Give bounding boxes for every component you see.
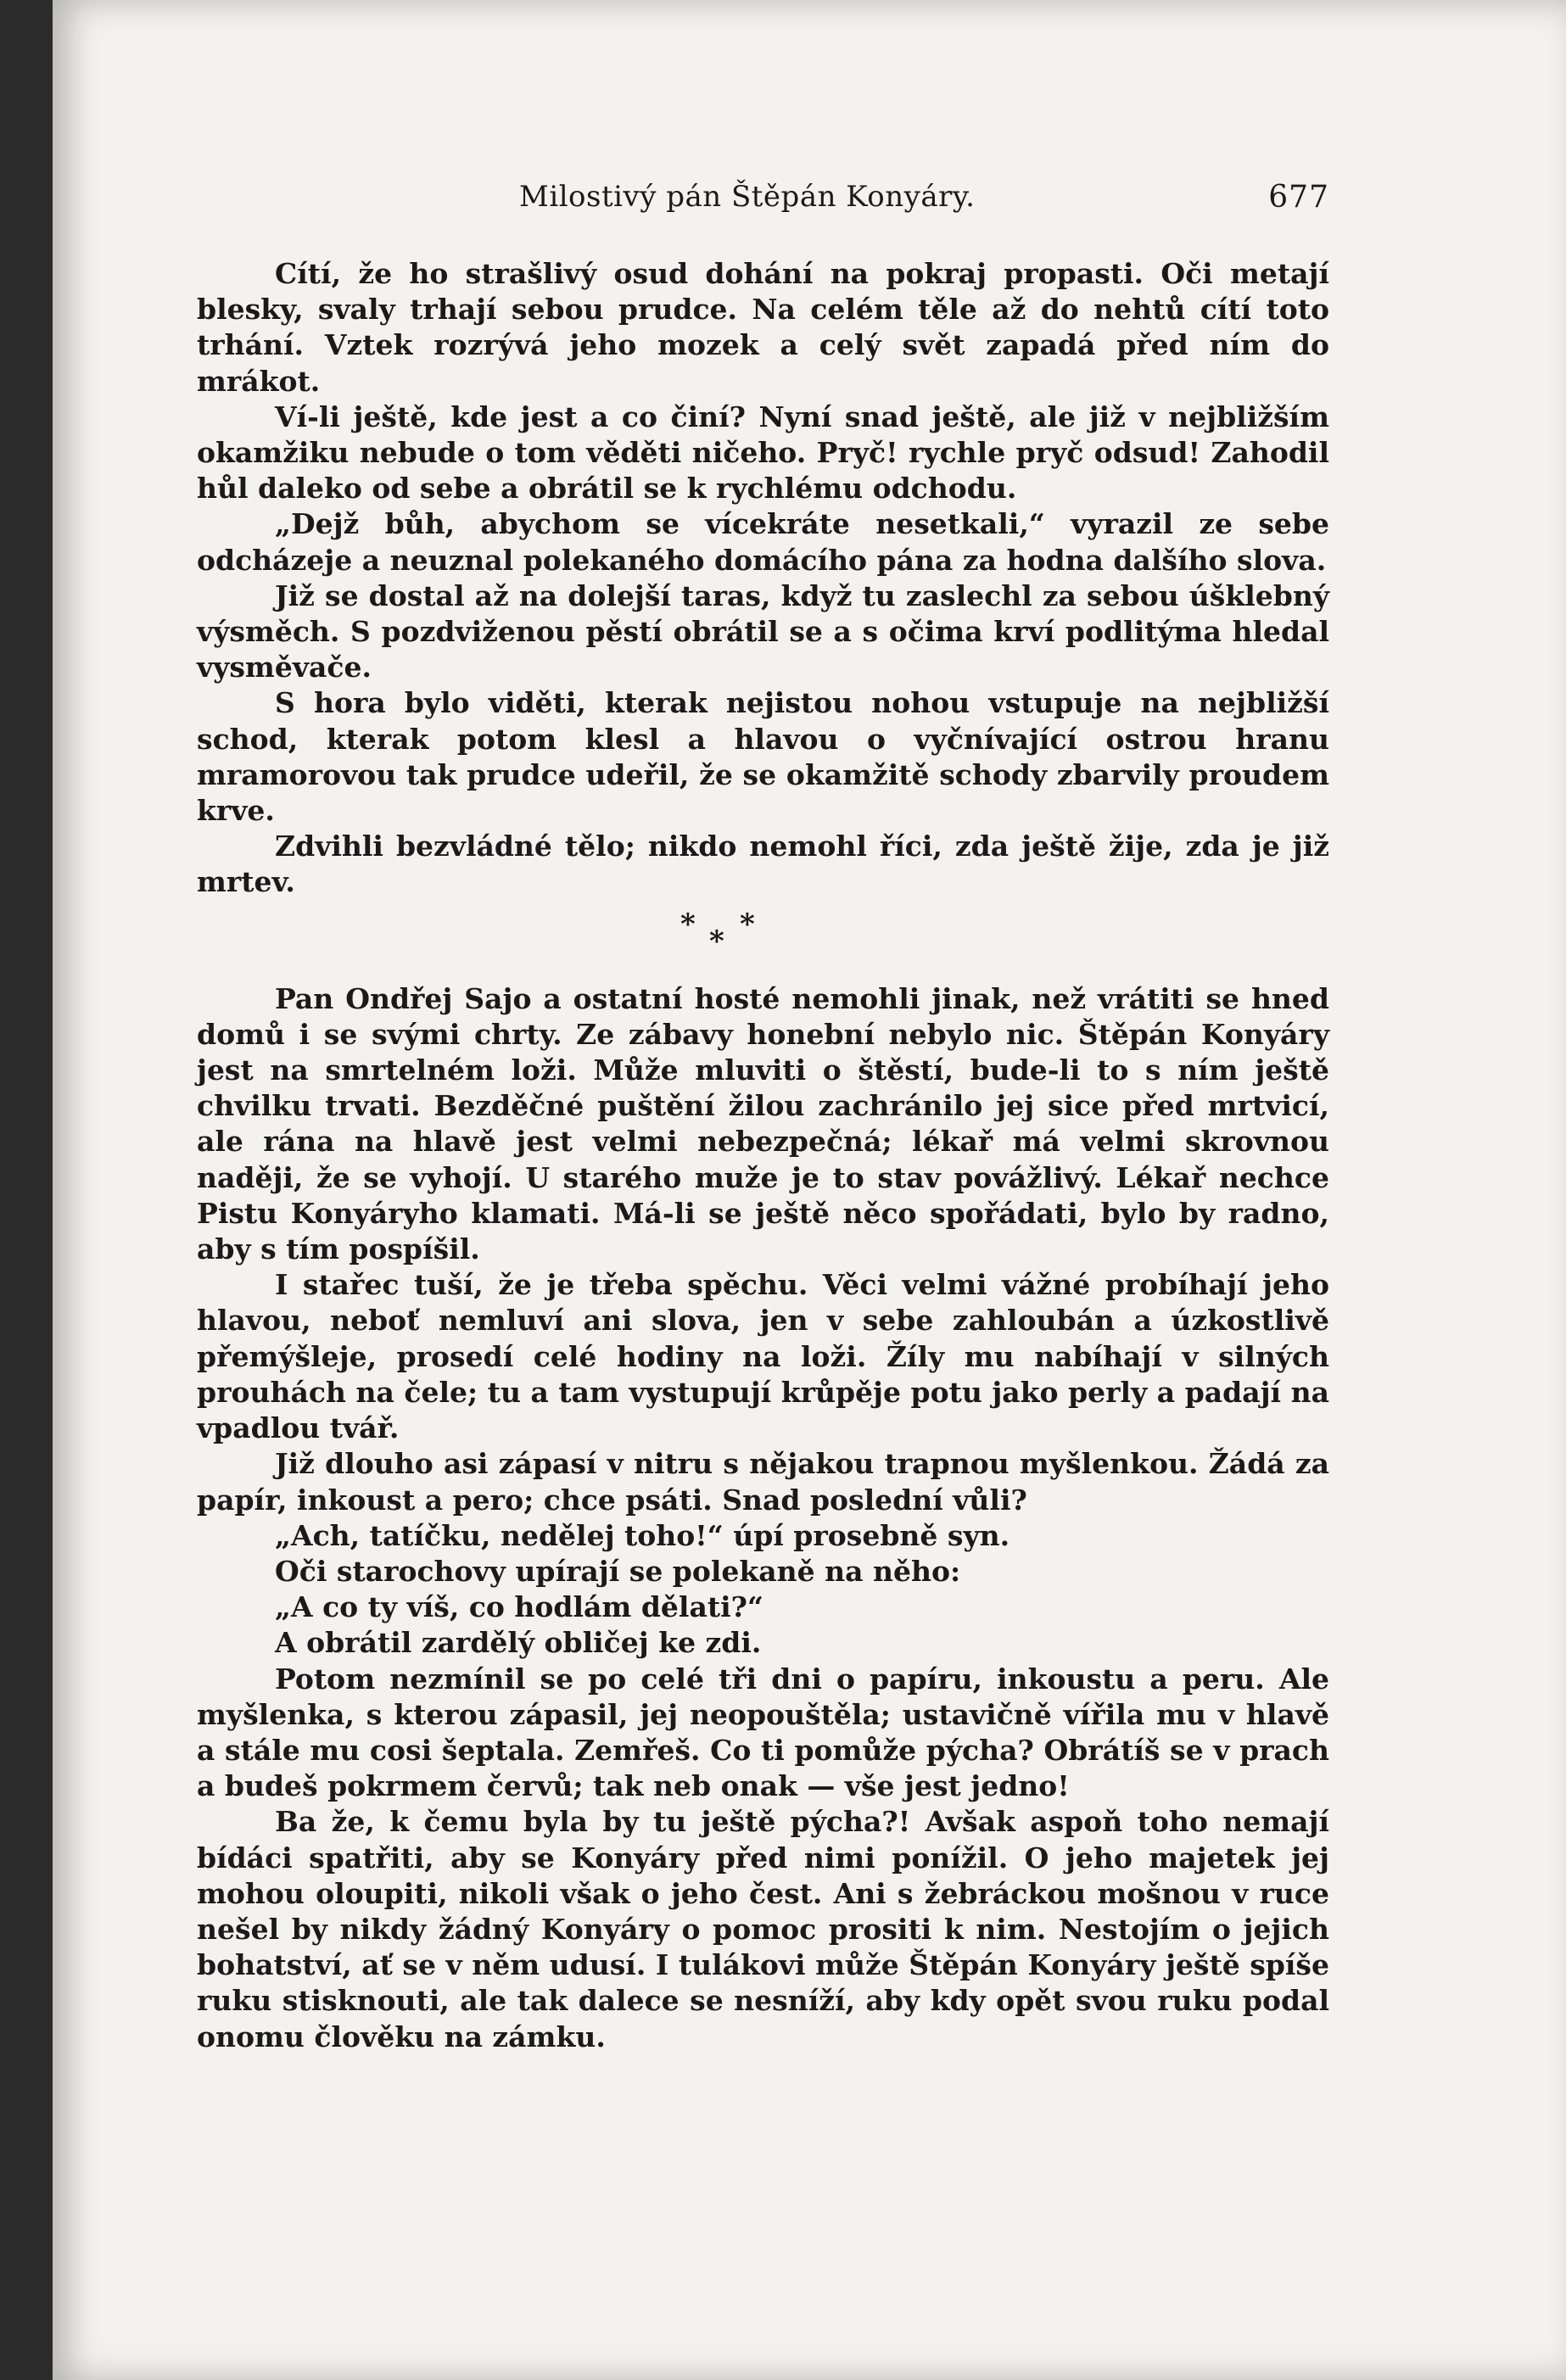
paragraph: Potom nezmínil se po celé tři dni o papíru, inkoustu a peru. Ale myšlenka, s kterou zápasil, jej neopouštěla; ustavičně vířila mu v hlavě a stále mu cosi šeptala. Zemřeš. Co ti pomůže pýcha? Obrátíš se v prach a budeš pokrmem červů; tak neb onak — vše jest jedno! [197,1662,1329,1803]
page-number: 677 [1268,180,1329,215]
divider-star: * [740,907,755,941]
paragraph: Ví-li ještě, kde jest a co činí? Nyní snad ještě, ale již v nejbližším okamžiku nebude o tom věděti ničeho. Pryč! rychle pryč odsud! Zahodil hůl daleko od sebe a obrátil se k rychlému odchodu. [197,399,1329,506]
section-divider [197,901,1329,981]
page-content [197,180,1329,2055]
paragraph: Cítí, že ho strašlivý osud dohání na pokraj propasti. Oči metají blesky, svaly trhají sebou prudce. Na celém těle až do nehtů cítí toto trhání. Vztek rozrývá jeho mozek a celý svět zapadá před ním do mrákot. [197,257,1329,398]
paragraph: „A co ty víš, co hodlám dělati?“ [275,1590,763,1624]
paragraph: Již dlouho asi zápasí v nitru s nějakou trapnou myšlenkou. Žádá za papír, inkoust a pero; chce psáti. Snad poslední vůli? [197,1447,1329,1517]
paragraph: A obrátil zardělý obličej ke zdi. [275,1626,762,1660]
paragraph: Již se dostal až na dolejší taras, když tu zaslechl za sebou úšklebný výsměch. S pozdviženou pěstí obrátil se a s očima krví podlitýma hledal vysměvače. [197,578,1329,684]
paragraph: Ba že, k čemu byla by tu ještě pýcha?! Avšak aspoň toho nemají bídáci spatřiti, aby se Konyáry před nimi ponížil. O jeho majetek jej mohou oloupiti, nikoli však o jeho čest. Ani s žebráckou mošnou v ruce nešel by nikdy žádný Konyáry o pomoc prositi k nim. Nestojím o jejich bohatství, ať se v něm udusí. I tulákovi může Štěpán Konyáry ještě spíše ruku stisknouti, ale tak dalece se nesníží, aby kdy opět svou ruku podal onomu člověku na zámku. [197,1805,1329,2053]
paragraph: S hora bylo viděti, kterak nejistou nohou vstupuje na nejbližší schod, kterak potom klesl a hlavou o vyčnívající ostrou hranu mramorovou tak prudce udeřil, že se okamžitě schody zbarvily proudem krve. [197,686,1329,828]
paragraph: Pan Ondřej Sajo a ostatní hosté nemohli jinak, než vrátiti se hned domů i se svými chrty. Ze zábavy honební nebylo nic. Štěpán Konyáry jest na smrtelném loži. Může mluviti o štěstí, bude-li to s ním ještě chvilku trvati. Bezděčné puštění žilou zachránilo jej sice před mrtvicí, ale rána na hlavě jest velmi nebezpečná; lékař má velmi skrovnou naději, že se vyhojí. U starého muže je to stav povážlivý. Lékař nechce Pistu Konyáryho klamati. Má-li se ještě něco spořádati, bylo by radno, aby s tím pospíšil. [197,981,1329,1266]
book-page [53,0,1566,2380]
paragraph: „Dejž bůh, abychom se vícekráte nesetkali,“ vyrazil ze sebe odcházeje a neuznal polekaného domácího pána za hodna dalšího slova. [197,507,1329,577]
paragraph: Oči starochovy upírají se polekaně na něho: [275,1554,961,1588]
running-title: Milostivý pán Štěpán Konyáry. [519,180,976,214]
paragraph: Zdvihli bezvládné tělo; nikdo nemohl říci, zda ještě žije, zda je již mrtev. [197,830,1329,899]
divider-star: * [680,907,696,941]
paragraph: „Ach, tatíčku, nedělej toho!“ úpí prosebně syn. [275,1518,1010,1552]
divider-star: * [709,924,724,958]
running-head [197,180,1329,231]
paragraph: I stařec tuší, že je třeba spěchu. Věci velmi vážné probíhají jeho hlavou, neboť nemluví ani slova, jen v sebe zahloubán a úzkostlivě přemýšleje, prosedí celé hodiny na loži. Žíly mu nabíhají v silných prouhách na čele; tu a tam vystupují krůpěje potu jako perly a padají na vpadlou tvář. [197,1268,1329,1445]
